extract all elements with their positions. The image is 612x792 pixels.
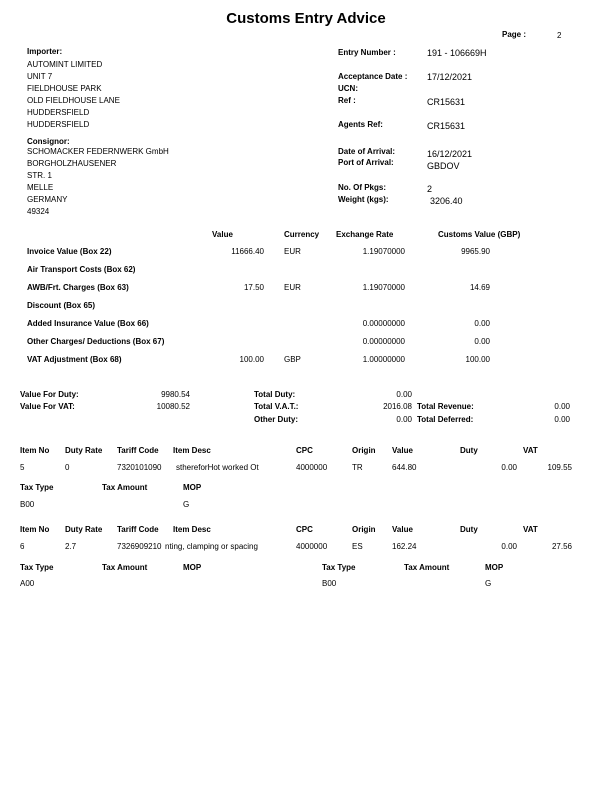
item-tariff-code: 7320101090 [117,463,162,472]
item-tariff-code: 7326909210 [117,542,162,551]
total-duty-label: Total Duty: [254,390,296,399]
tax-header-tax-amount: Tax Amount [102,563,148,572]
valuation-row-rate: 0.00000000 [362,319,405,328]
item-header-duty-rate: Duty Rate [65,525,103,534]
valuation-row-rate: 1.19070000 [362,283,405,292]
item-origin: ES [352,542,363,551]
item-value: 644.80 [392,463,417,472]
weight-label: Weight (kgs): [338,195,389,204]
valuation-row-rate: 1.00000000 [362,355,405,364]
acceptance-date: 17/12/2021 [427,72,473,82]
item-header-vat: VAT [523,525,538,534]
item-header-item-desc: Item Desc [173,525,211,534]
valuation-row-rate: 1.19070000 [362,247,405,256]
agents-ref-label: Agents Ref: [338,120,383,129]
total-deferred: 0.00 [554,415,570,424]
item-header-item-no: Item No [20,446,50,455]
valuation-row-value: 100.00 [239,355,264,364]
total-duty: 0.00 [396,390,412,399]
consignor-address [27,146,169,218]
item-vat: 109.55 [547,463,572,472]
item-header-origin: Origin [352,446,376,455]
item-duty-rate: 0 [65,463,70,472]
item-no: 5 [20,463,25,472]
item-value: 162.24 [392,542,417,551]
no-of-pkgs-label: No. Of Pkgs: [338,183,387,192]
importer-line: HUDDERSFIELD [27,108,90,117]
item-header-tariff-code: Tariff Code [117,446,159,455]
item-duty-rate: 2.7 [65,542,77,551]
tax-mop: G [183,500,190,509]
item-header-item-no: Item No [20,525,50,534]
valuation-row-currency: EUR [284,283,301,292]
item-header-duty-rate: Duty Rate [65,446,103,455]
agents-ref-value: CR15631 [427,121,466,131]
tax-header-mop: MOP [485,563,504,572]
tax-type: B00 [322,579,337,588]
valuation-row-label: Air Transport Costs (Box 62) [27,265,136,274]
entry-number: 191 - 106669H [427,48,487,58]
item-header-tariff-code: Tariff Code [117,525,159,534]
total-revenue: 0.00 [554,402,570,411]
item-desc: nting, clamping or spacing [165,542,258,551]
other-duty-label: Other Duty: [254,415,298,424]
valuation-header-value: Value [212,230,233,239]
valuation-row-label: Invoice Value (Box 22) [27,247,112,256]
item-duty: 0.00 [501,463,517,472]
no-of-pkgs: 2 [427,184,433,194]
other-duty: 0.00 [396,415,412,424]
tax-header-tax-amount: Tax Amount [404,563,450,572]
tax-type: A00 [20,579,35,588]
item-header-cpc: CPC [296,446,313,455]
valuation-row-value: 11666.40 [231,247,264,256]
item-vat: 27.56 [551,542,572,551]
valuation-header-customs-value: Customs Value (GBP) [438,230,521,239]
valuation-row-label: VAT Adjustment (Box 68) [27,355,122,364]
consignor-line: BORGHOLZHAUSENER [27,159,117,168]
importer-line: OLD FIELDHOUSE LANE [27,96,120,105]
item-duty: 0.00 [501,542,517,551]
tax-header-mop: MOP [183,563,202,572]
valuation-row-currency: GBP [284,355,301,364]
consignor-line: GERMANY [27,195,68,204]
tax-header-tax-type: Tax Type [20,563,54,572]
consignor-line: SCHOMACKER FEDERNWERK GmbH [27,147,169,156]
tax-header-mop: MOP [183,483,202,492]
page-number: 2 [557,31,562,40]
valuation-row-currency: EUR [284,247,301,256]
valuation-row-label: AWB/Frt. Charges (Box 63) [27,283,129,292]
item-header-cpc: CPC [296,525,313,534]
valuation-row-value: 17.50 [243,283,264,292]
date-of-arrival-label: Date of Arrival: [338,147,396,156]
item-origin: TR [352,463,363,472]
value-for-duty-label: Value For Duty: [20,390,79,399]
ref-value: CR15631 [427,97,466,107]
item-header-item-desc: Item Desc [173,446,211,455]
valuation-row-customs-value: 0.00 [474,319,490,328]
value-for-duty: 9980.54 [161,390,190,399]
item-no: 6 [20,542,25,551]
item-header-duty: Duty [460,525,478,534]
value-for-vat: 10080.52 [156,402,190,411]
item-cpc: 4000000 [296,542,328,551]
total-vat: 2016.08 [383,402,412,411]
consignor-line: STR. 1 [27,171,52,180]
total-vat-label: Total V.A.T.: [254,402,299,411]
item-header-value: Value [392,525,413,534]
valuation-row-label: Discount (Box 65) [27,301,96,310]
importer-line: FIELDHOUSE PARK [27,84,102,93]
port-of-arrival: GBDOV [427,161,460,171]
item-header-vat: VAT [523,446,538,455]
acceptance-date-label: Acceptance Date : [338,72,408,81]
importer-line: HUDDERSFIELD [27,120,90,129]
port-of-arrival-label: Port of Arrival: [338,158,394,167]
tax-type: B00 [20,500,35,509]
consignor-line: 49324 [27,207,50,216]
entry-number-label: Entry Number : [338,48,396,57]
valuation-header-currency: Currency [284,230,320,239]
ref-label: Ref : [338,96,356,105]
valuation-header-rate: Exchange Rate [336,230,394,239]
tax-header-tax-type: Tax Type [322,563,356,572]
importer-line: AUTOMINT LIMITED [27,60,103,69]
tax-header-tax-amount: Tax Amount [102,483,148,492]
consignor-line: MELLE [27,183,54,192]
valuation-row-customs-value: 14.69 [469,283,490,292]
valuation-row-label: Added Insurance Value (Box 66) [27,319,149,328]
valuation-row-customs-value: 0.00 [474,337,490,346]
total-revenue-label: Total Revenue: [417,402,474,411]
item-cpc: 4000000 [296,463,328,472]
weight-value: 3206.40 [430,196,463,206]
valuation-row-rate: 0.00000000 [362,337,405,346]
tax-header-tax-type: Tax Type [20,483,54,492]
item-header-duty: Duty [460,446,478,455]
valuation-row-label: Other Charges/ Deductions (Box 67) [27,337,165,346]
valuation-row-customs-value: 100.00 [465,355,490,364]
consignor-label: Consignor: [27,137,70,146]
value-for-vat-label: Value For VAT: [20,402,75,411]
tax-mop: G [485,579,492,588]
item-header-origin: Origin [352,525,376,534]
importer-label: Importer: [27,47,63,56]
item-header-value: Value [392,446,413,455]
total-deferred-label: Total Deferred: [417,415,474,424]
importer-address [27,59,120,131]
importer-line: UNIT 7 [27,72,53,81]
document-title: Customs Entry Advice [226,10,386,27]
page-label: Page : [502,30,527,39]
date-of-arrival: 16/12/2021 [427,149,473,159]
valuation-row-customs-value: 9965.90 [461,247,490,256]
item-desc: sthereforHot worked Ot [176,463,259,472]
ucn-label: UCN: [338,84,358,93]
